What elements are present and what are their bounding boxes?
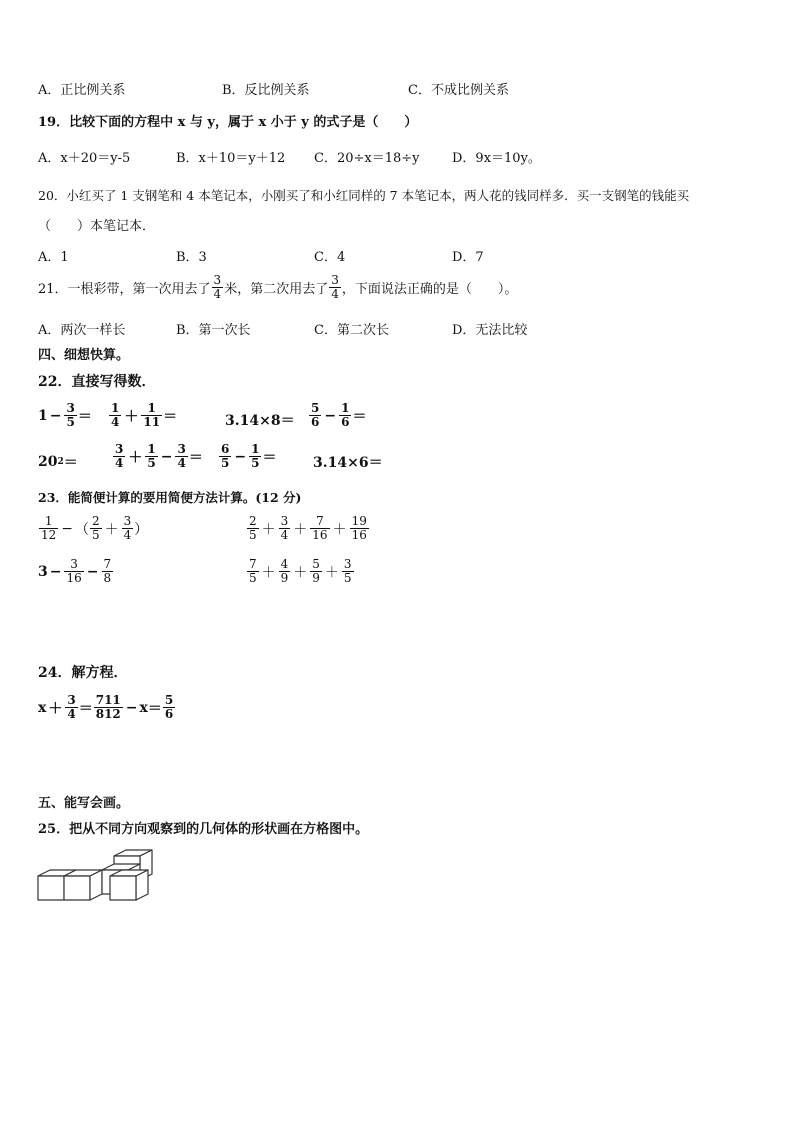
q22-expr-1: 1 − $\frac{3}{5}$ ＝ [38, 401, 92, 429]
q21-option-b[interactable]: B．第一次长 [176, 323, 251, 338]
section-5-heading: 五、能写会画。 [38, 796, 130, 811]
q19-stem: 19．比较下面的方程中 x 与 y，属于 x 小于 y 的式子是（ ） [38, 115, 418, 130]
q18-option-b[interactable]: B．反比例关系 [222, 83, 310, 98]
q22-expr-3: 3.14×8＝ [225, 413, 295, 429]
q20-stem: 20．小红买了 1 支钢笔和 4 本笔记本，小刚买了和小红同样的 7 本笔记本，两人花的钱同样多．买一支钢笔的钱能买 [38, 188, 690, 203]
q21-option-a[interactable]: A．两次一样长 [38, 323, 126, 338]
q19-option-c[interactable]: C．20÷x＝18÷y [314, 151, 420, 166]
q23-problem-3: 3 − $\frac{3}{16}$ − $\frac{7}{8}$ [38, 557, 112, 585]
q21-stem-part2: ，下面说法正确的是（ ）。 [341, 282, 518, 297]
q18-option-a[interactable]: A．正比例关系 [38, 83, 126, 98]
q20-option-a[interactable]: A．1 [38, 250, 69, 265]
q22-expr-8: 3.14×6＝ [313, 455, 383, 471]
q19-option-b[interactable]: B．x＋10＝y＋12 [176, 151, 286, 166]
q23-problem-2: $\frac{2}{5}$ ＋ $\frac{3}{4}$ ＋ $\frac{7}{16}$ ＋ $\frac{19}{16}$ [249, 514, 367, 542]
q23-problem-4: $\frac{7}{5}$ ＋ $\frac{4}{9}$ ＋ $\frac{5}{9}$ ＋ $\frac{3}{5}$ [249, 557, 352, 585]
q22-expr-4: $\frac{5}{6}$ − $\frac{1}{6}$ ＝ [311, 401, 367, 429]
q21-option-d[interactable]: D．无法比较 [452, 323, 528, 338]
q21-stem-part1: 21．一根彩带，第一次用去了 [38, 282, 211, 297]
q20-option-c[interactable]: C．4 [314, 250, 346, 265]
q21-option-c[interactable]: C．第二次长 [314, 323, 389, 338]
q21-stem [38, 274, 517, 301]
section-4-heading: 四、细想快算。 [38, 348, 130, 363]
q23-problem-1: $\frac{1}{12}$ − （ $\frac{2}{5}$ ＋ $\frac{3}{4}$ ） [41, 514, 149, 542]
q22-title: 22．直接写得数． [38, 374, 156, 390]
q22-expr-7: $\frac{6}{5}$ − $\frac{1}{5}$ ＝ [221, 442, 277, 470]
q21-stem-unit: 米，第二次用去了 [224, 282, 329, 297]
q19-option-d[interactable]: D．9x＝10y。 [452, 151, 541, 166]
q23-title: 23．能简便计算的要用简便方法计算。(12 分) [38, 490, 302, 505]
q25-title: 25．把从不同方向观察到的几何体的形状画在方格图中。 [38, 822, 369, 837]
q24-title: 24．解方程． [38, 665, 128, 681]
q20-option-d[interactable]: D．7 [452, 250, 484, 265]
q18-option-c[interactable]: C．不成比例关系 [408, 83, 509, 98]
q22-expr-6: $\frac{3}{4}$ ＋ $\frac{1}{5}$ − $\frac{3}{4}$ ＝ [115, 442, 203, 470]
q21-fraction-1: $\frac{3}{4}$ [213, 273, 222, 301]
q22-expr-2: $\frac{1}{4}$ ＋ $\frac{1}{11}$ ＝ [111, 401, 178, 429]
q20-option-b[interactable]: B．3 [176, 250, 207, 265]
q19-option-a[interactable]: A．x＋20＝y-5 [38, 151, 131, 166]
cube-arrangement-figure [36, 846, 166, 906]
q22-expr-5: 20 2 ＝ [38, 454, 78, 471]
q21-fraction-2: $\frac{3}{4}$ [331, 273, 339, 301]
q20-stem-continued: （ ）本笔记本． [38, 219, 156, 234]
q24-equation: x ＋ $\frac{3}{4}$ ＝ $\frac{711}{812}$ − x ＝ $\frac{5}{6}$ [38, 693, 174, 721]
